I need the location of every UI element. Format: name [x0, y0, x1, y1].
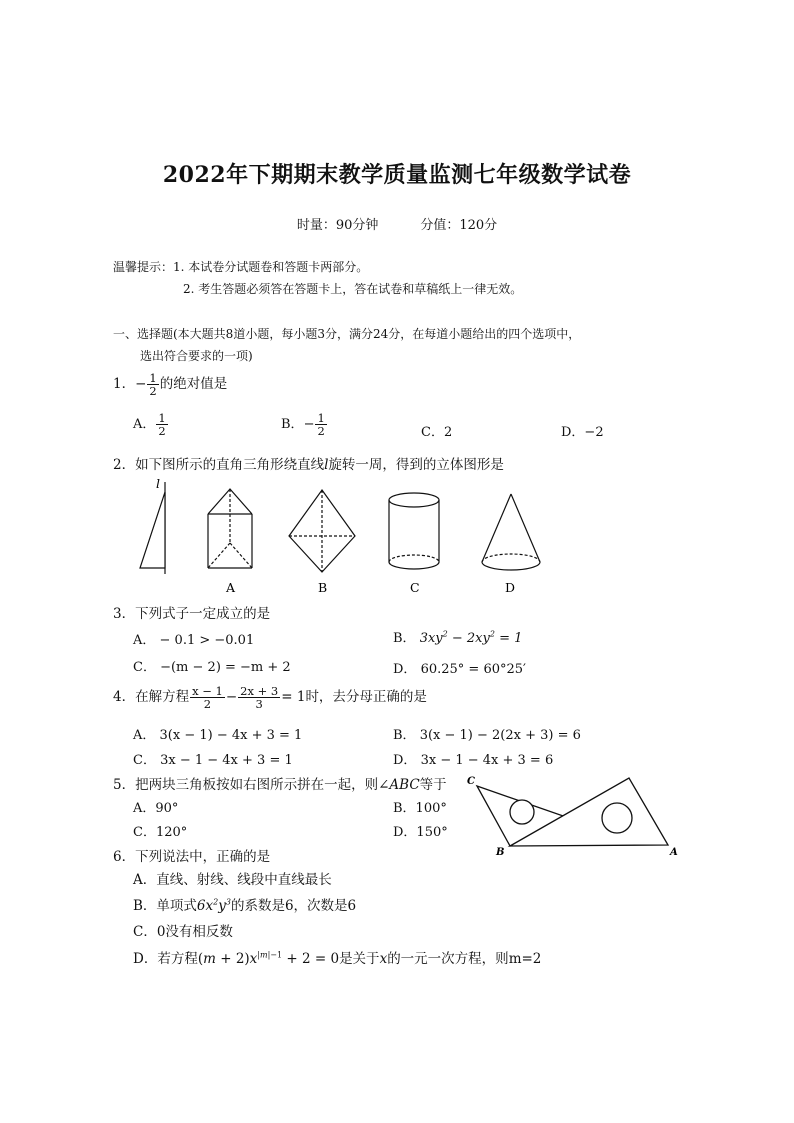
- q6-option-a: A．直线、射线、线段中直线最长: [133, 872, 332, 888]
- q1-b-minus: −: [303, 417, 315, 433]
- q1-option-c: C．2: [421, 425, 453, 440]
- q6-b-monomial: $6x^2y^3$: [196, 897, 231, 914]
- q6-d-mid: 是关于: [339, 951, 380, 967]
- q1-a-num: 1: [158, 411, 166, 425]
- q4-b-expr: 3(x − 1) − 2(2x + 3) = 6: [419, 728, 581, 743]
- label-d: D: [505, 580, 516, 595]
- q6-option-c: C．0没有相反数: [133, 924, 233, 940]
- q4-c-expr: 3x − 1 − 4x + 3 = 1: [160, 753, 293, 768]
- q3-b-expr: $3xy^2 - 2xy^2 = 1$: [419, 629, 523, 646]
- q1-b-den: 2: [317, 424, 325, 439]
- section-heading-2: 选出符合要求的一项): [140, 349, 253, 363]
- q1-minus: −: [135, 376, 147, 393]
- q4-eq: = 1: [281, 689, 306, 706]
- q6-b-pre: B．单项式: [133, 898, 197, 914]
- q4-f1-num: x − 1: [192, 684, 223, 698]
- q2-text-post: 旋转一周，得到的立体图形是: [328, 457, 504, 473]
- q6-d-var: x: [379, 951, 388, 967]
- q3-c-label: C．: [133, 660, 156, 675]
- q6-d-post: 的一元一次方程，则: [387, 951, 509, 967]
- q4-c-label: C．: [133, 753, 156, 768]
- q3-a-expr: − 0.1 > −0.01: [159, 633, 255, 648]
- q1-b-label: B．: [281, 417, 304, 433]
- q5-option-b: B．100°: [393, 801, 447, 816]
- label-a: A: [226, 580, 236, 595]
- q3-number: 3．: [113, 606, 136, 622]
- q6-d-pre: D．若方程: [133, 951, 198, 967]
- q4-text-pre: 在解方程: [135, 689, 190, 706]
- point-c: C: [467, 776, 475, 787]
- page-title: 2022年下期期末教学质量监测七年级数学试卷: [162, 162, 632, 188]
- q5-option-d: D．150°: [393, 825, 448, 840]
- q3-text: 下列式子一定成立的是: [135, 606, 271, 622]
- q5-angle: ∠ABC: [378, 777, 420, 793]
- q6-option-b: [133, 894, 356, 914]
- notice-line-2: 2. 考生答题必须答在答题卡上，答在试卷和草稿纸上一律无效。: [183, 282, 523, 296]
- q4-a-label: A．: [133, 728, 156, 743]
- q5-number: 5．: [113, 777, 136, 793]
- q4-f1-den: 2: [203, 697, 212, 712]
- q6-option-d: [133, 947, 541, 967]
- q3-c-expr: −(m − 2) = −m + 2: [160, 660, 291, 675]
- q6-b-post: 的系数是6，次数是6: [230, 898, 357, 914]
- q1-a-den: 2: [158, 424, 166, 439]
- q4-f2-den: 3: [255, 697, 263, 712]
- q4-text-post: 时，去分母正确的是: [305, 689, 427, 706]
- q3-d-label: D．: [393, 662, 417, 677]
- label-b: B: [318, 580, 328, 595]
- notice-text-1: 1. 本试卷分试题卷和答题卡两部分。: [173, 260, 369, 274]
- q5-option-a: A．90°: [133, 801, 179, 816]
- q4-f2-num: 2x + 3: [240, 684, 279, 698]
- hole-left: [510, 800, 534, 824]
- q1-text: 的绝对值是: [159, 376, 228, 393]
- q6-d-equation: $(m + 2)x^{|m|-1} + 2 = 0$: [197, 950, 340, 967]
- q4-b-label: B．: [393, 728, 416, 743]
- q6-text: 下列说法中，正确的是: [135, 849, 271, 865]
- q1-a-label: A．: [133, 417, 156, 433]
- q4-a-expr: 3(x − 1) − 4x + 3 = 1: [159, 728, 303, 743]
- hole-right: [602, 803, 632, 833]
- q1-frac-den: 2: [149, 384, 157, 399]
- q6-d-answer: m=2: [508, 951, 542, 967]
- question-6: [113, 845, 270, 865]
- q3-d-expr: 60.25° = 60°25′: [420, 662, 526, 677]
- q3-a-label: A．: [133, 633, 156, 648]
- point-b: B: [496, 847, 505, 858]
- exam-score: 分值：120分: [420, 218, 498, 233]
- q1-b-num: 1: [317, 411, 325, 425]
- notice-label: 温馨提示：: [113, 260, 174, 274]
- q2-text-pre: 如下图所示的直角三角形绕直线: [135, 457, 325, 473]
- q4-number: 4．: [113, 689, 136, 706]
- q1-option-d: D．−2: [561, 425, 604, 440]
- q1-number: 1．: [113, 376, 136, 393]
- exam-time: 时量：90分钟: [296, 218, 379, 233]
- q3-b-label: B．: [393, 631, 416, 646]
- q1-frac-num: 1: [149, 371, 157, 385]
- q5-text-post: 等于: [419, 777, 447, 793]
- label-c: C: [410, 580, 420, 595]
- q5-text-pre: 把两块三角板按如右图所示拼在一起，则: [135, 777, 379, 793]
- q5-option-c: C．120°: [133, 825, 188, 840]
- q4-d-label: D．: [393, 753, 417, 768]
- q4-minus: −: [225, 689, 238, 706]
- q2-number: 2．: [113, 457, 136, 473]
- point-a: A: [670, 847, 678, 858]
- q2-var: l: [324, 457, 329, 473]
- q4-d-expr: 3x − 1 − 4x + 3 = 6: [420, 753, 554, 768]
- axis-label: l: [156, 476, 160, 491]
- q6-number: 6．: [113, 849, 136, 865]
- section-heading: 一、选择题(本大题共8道小题，每小题3分，满分24分，在每道小题给出的四个选项中，: [113, 327, 581, 341]
